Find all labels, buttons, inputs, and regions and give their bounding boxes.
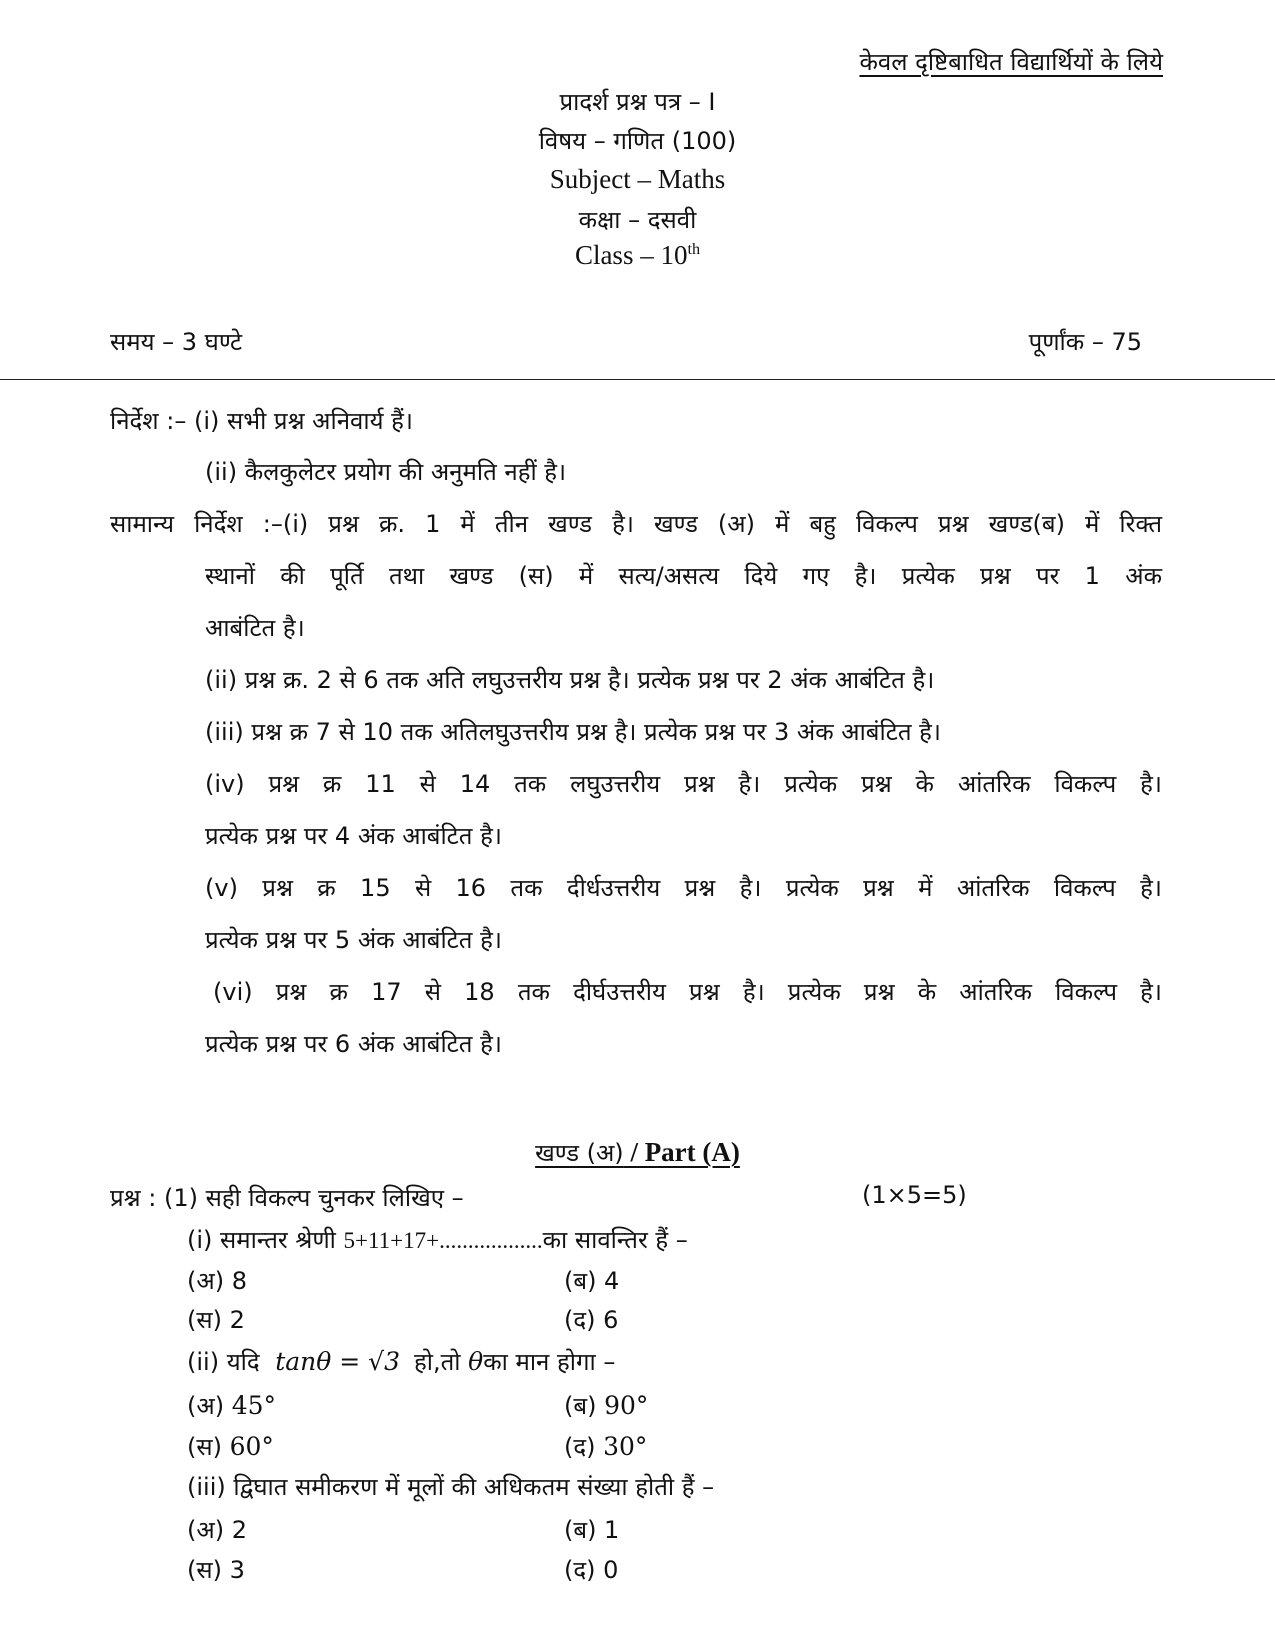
general-ii: (ii) प्रश्न क्र. 2 से 6 तक अति लघुउत्तरीय प्रश्न है। प्रत्येक प्रश्न पर 2 अंक आबंटित है। bbox=[205, 666, 935, 694]
question-i-text-a: (i) समान्तर श्रेणी bbox=[187, 1226, 336, 1254]
general-instructions bbox=[110, 498, 1162, 1070]
question-i-series: 5+11+17+.................. bbox=[343, 1228, 543, 1253]
question-ii bbox=[187, 1345, 615, 1378]
question-ii-text-a: (ii) यदि bbox=[187, 1348, 260, 1376]
class-english-sup: th bbox=[687, 240, 701, 258]
general-i-line-2: स्थानों की पूर्ति तथा खण्ड (स) में सत्य/असत्य दिये गए है। प्रत्येक प्रश्न पर 1 अंक bbox=[205, 562, 1162, 590]
question-iii: (iii) द्विघात समीकरण में मूलों की अधिकतम संख्या होती हैं – bbox=[187, 1473, 715, 1501]
option-ii-b-label: (ब) bbox=[564, 1392, 597, 1420]
instruction-i: (i) सभी प्रश्न अनिवार्य हैं। bbox=[193, 407, 414, 435]
class-english bbox=[0, 240, 1275, 271]
option-iii-a: (अ) 2 bbox=[187, 1516, 247, 1544]
general-iii: (iii) प्रश्न क्र 7 से 10 तक अतिलघुउत्तरीय प्रश्न है। प्रत्येक प्रश्न पर 3 अंक आबंटित है। bbox=[205, 718, 941, 746]
part-a-heading-english: / Part (A) bbox=[623, 1137, 740, 1167]
option-ii-d bbox=[564, 1430, 647, 1463]
general-iv-line-2: प्रत्येक प्रश्न पर 4 अंक आबंटित है। bbox=[205, 822, 502, 850]
general-label: सामान्य निर्देश :– bbox=[110, 510, 283, 538]
general-iv-line-1: (iv) प्रश्न क्र 11 से 14 तक लघुउत्तरीय प्रश्न है। प्रत्येक प्रश्न के आंतरिक विकल्प है। bbox=[205, 770, 1162, 798]
option-iii-d: (द) 0 bbox=[564, 1556, 619, 1584]
option-i-b: (ब) 4 bbox=[564, 1267, 620, 1295]
option-ii-a-label: (अ) bbox=[187, 1392, 225, 1420]
general-v-line-1: (v) प्रश्न क्र 15 से 16 तक दीर्धउत्तरीय प्रश्न है। प्रत्येक प्रश्न में आंतरिक विकल्प है। bbox=[205, 874, 1162, 902]
option-ii-c bbox=[187, 1430, 274, 1463]
option-ii-c-value: 60° bbox=[229, 1432, 274, 1461]
instruction-ii: (ii) कैलकुलेटर प्रयोग की अनुमति नहीं है। bbox=[205, 458, 567, 486]
question-ii-text-b: हो,तो bbox=[414, 1348, 461, 1376]
question-1-marks: (1×5=5) bbox=[862, 1181, 967, 1209]
general-vi-line-1: (vi) प्रश्न क्र 17 से 18 तक दीर्घउत्तरीय प्रश्न है। प्रत्येक प्रश्न के आंतरिक विकल्प है। bbox=[213, 978, 1162, 1006]
maximum-marks: पूर्णांक – 75 bbox=[1028, 328, 1142, 356]
question-1-label: प्रश्न : (1) सही विकल्प चुनकर लिखिए – bbox=[110, 1184, 464, 1212]
option-iii-b: (ब) 1 bbox=[564, 1516, 620, 1544]
header-divider bbox=[0, 379, 1275, 380]
question-ii-equation: tanθ = √3 bbox=[275, 1347, 400, 1376]
general-i-text-1: (i) प्रश्न क्र. 1 में तीन खण्ड है। खण्ड (अ) में बहु विकल्प प्रश्न खण्ड(ब) में रिक्त bbox=[282, 510, 1162, 538]
general-i-line-3: आबंटित है। bbox=[205, 614, 305, 642]
part-a-heading-hindi: खण्ड (अ) bbox=[535, 1139, 624, 1167]
part-a-heading bbox=[0, 1136, 1275, 1169]
general-vi-line-2: प्रत्येक प्रश्न पर 6 अंक आबंटित है। bbox=[205, 1030, 502, 1058]
time-allowed: समय – 3 घण्टे bbox=[110, 328, 243, 356]
general-v-line-2: प्रत्येक प्रश्न पर 5 अंक आबंटित है। bbox=[205, 926, 502, 954]
question-i-text-b: का सावन्तिर हैं – bbox=[542, 1226, 688, 1254]
option-ii-c-label: (स) bbox=[187, 1433, 222, 1461]
class-english-text: Class – 10 bbox=[574, 240, 688, 270]
question-i bbox=[187, 1223, 688, 1256]
option-i-d: (द) 6 bbox=[564, 1306, 619, 1334]
paper-title: प्रादर्श प्रश्न पत्र – I bbox=[559, 88, 716, 116]
question-ii-theta: θ bbox=[468, 1347, 484, 1376]
option-ii-b bbox=[564, 1389, 648, 1422]
option-ii-d-label: (द) bbox=[564, 1433, 596, 1461]
instructions-label: निर्देश :– bbox=[110, 407, 187, 435]
option-i-a: (अ) 8 bbox=[187, 1267, 247, 1295]
question-ii-text-c: का मान होगा – bbox=[483, 1348, 616, 1376]
class-hindi: कक्षा – दसवी bbox=[578, 206, 697, 234]
option-iii-c: (स) 3 bbox=[187, 1556, 245, 1584]
option-ii-b-value: 90° bbox=[604, 1391, 649, 1420]
visually-impaired-note: केवल दृष्टिबाधित विद्यार्थियों के लिये bbox=[859, 48, 1163, 76]
option-ii-d-value: 30° bbox=[603, 1432, 648, 1461]
subject-hindi: विषय – गणित (100) bbox=[538, 127, 737, 155]
general-i-line-1 bbox=[110, 498, 1162, 550]
option-ii-a bbox=[187, 1389, 276, 1422]
instructions-line-1 bbox=[110, 404, 413, 437]
subject-english: Subject – Maths bbox=[549, 164, 726, 194]
option-i-c: (स) 2 bbox=[187, 1306, 245, 1334]
option-ii-a-value: 45° bbox=[231, 1391, 277, 1420]
